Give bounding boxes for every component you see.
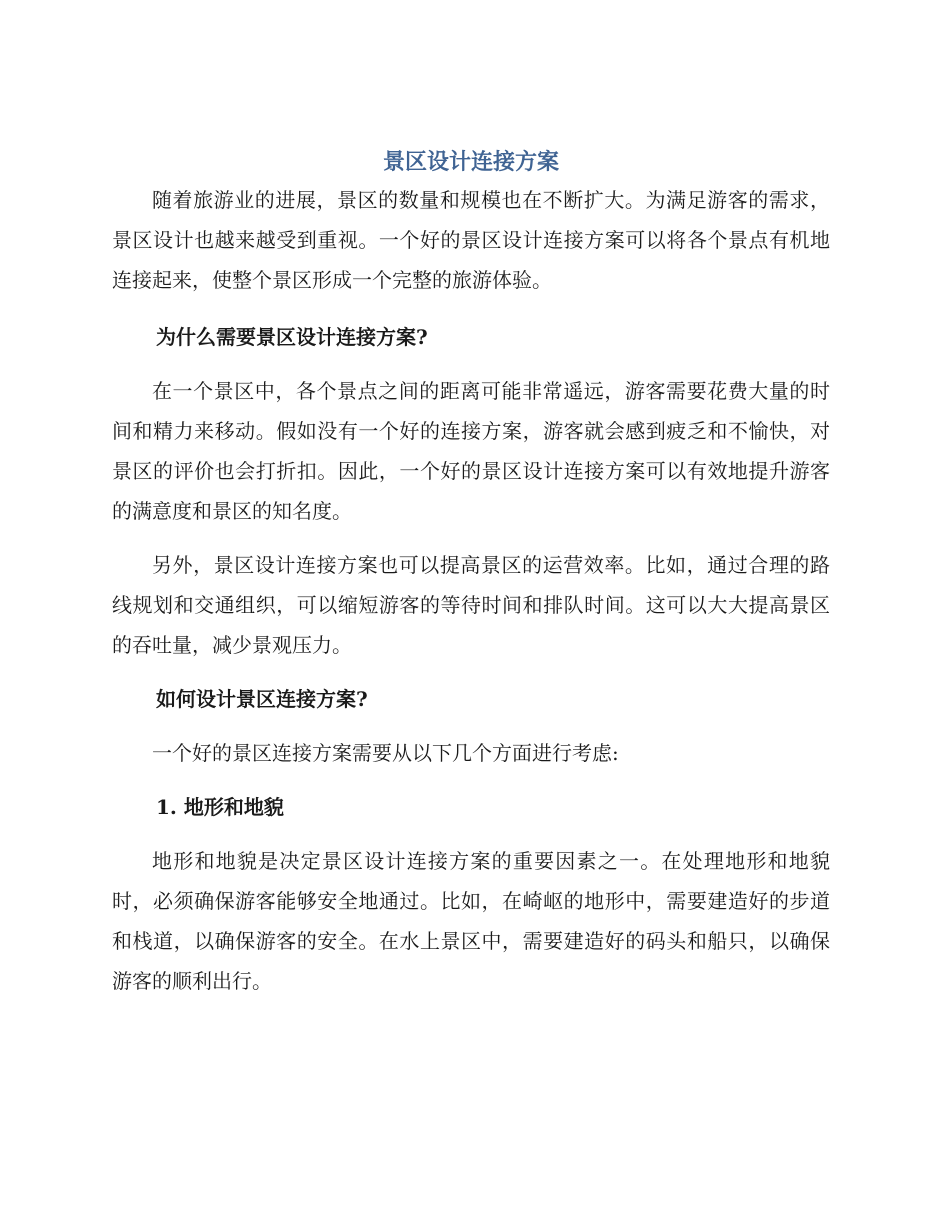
section-heading-why: 为什么需要景区设计连接方案? xyxy=(156,325,428,349)
document-page xyxy=(112,146,830,1001)
why-paragraph-2: 另外，景区设计连接方案也可以提高景区的运营效率。比如，通过合理的路线规划和交通组织，可以缩短游客的等待时间和排队时间。这可以大大提高景区的吞吐量，减少景观压力。 xyxy=(112,553,830,657)
how-lead-paragraph: 一个好的景区连接方案需要从以下几个方面进行考虑: xyxy=(152,741,619,765)
document-title: 景区设计连接方案 xyxy=(382,150,559,175)
why-paragraph-1: 在一个景区中，各个景点之间的距离可能非常遥远，游客需要花费大量的时间和精力来移动。假如没有一个好的连接方案，游客就会感到疲乏和不愉快，对景区的评价也会打折扣。因此，一个好的景区设计连接方案可以有效地提升游客的满意度和景区的知名度。 xyxy=(112,379,830,523)
item-heading-terrain: 1. 地形和地貌 xyxy=(156,795,284,819)
terrain-paragraph: 地形和地貌是决定景区设计连接方案的重要因素之一。在处理地形和地貌时，必须确保游客能够安全地通过。比如，在崎岖的地形中，需要建造好的步道和栈道，以确保游客的安全。在水上景区中，需要建造好的码头和船只，以确保游客的顺利出行。 xyxy=(112,849,830,993)
section-heading-how: 如何设计景区连接方案? xyxy=(156,687,368,711)
intro-paragraph: 随着旅游业的进展，景区的数量和规模也在不断扩大。为满足游客的需求，景区设计也越来越受到重视。一个好的景区设计连接方案可以将各个景点有机地连接起来，使整个景区形成一个完整的旅游体验。 xyxy=(112,188,830,292)
